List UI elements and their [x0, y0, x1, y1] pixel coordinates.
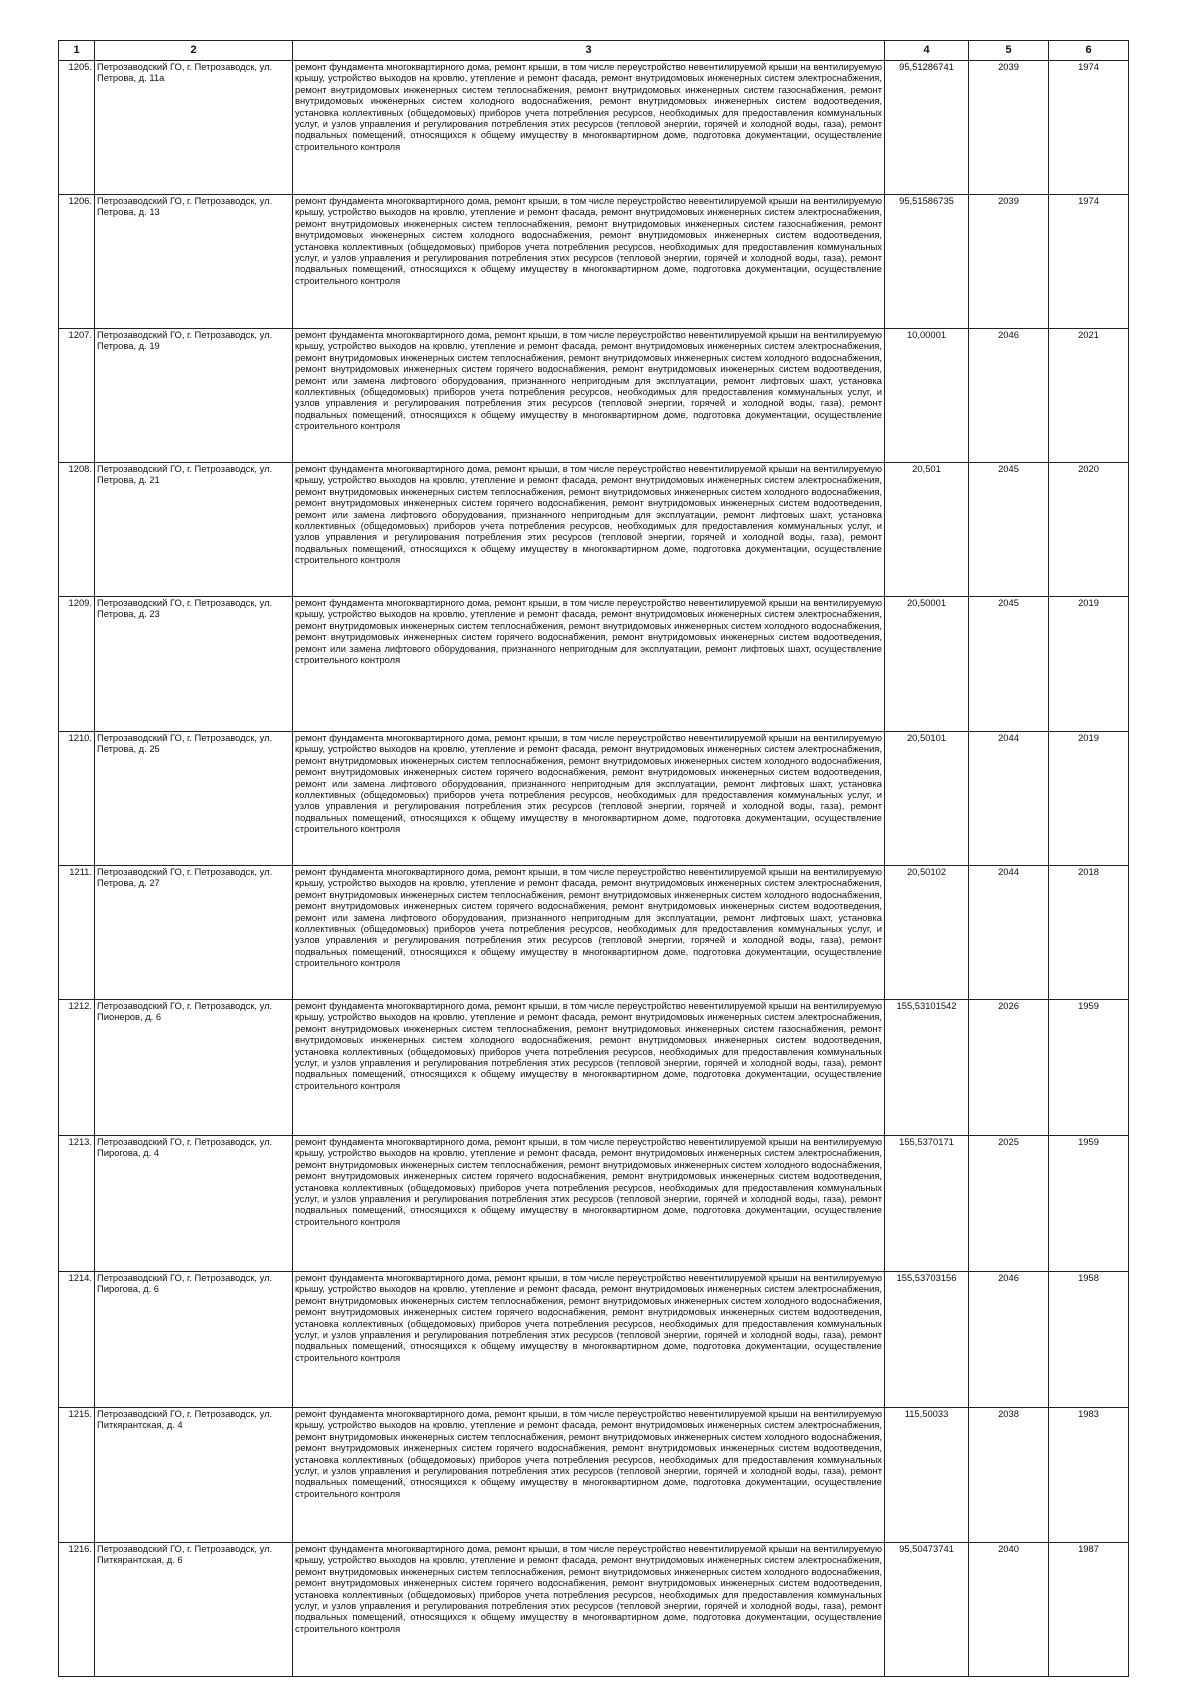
year-cell: 2045 — [969, 597, 1049, 732]
address-cell: Петрозаводский ГО, г. Петрозаводск, ул. Пирогова, д. 6 — [95, 1272, 293, 1408]
column-header-1: 1 — [59, 41, 95, 61]
year-cell: 2046 — [969, 1272, 1049, 1408]
table-row — [59, 1408, 1129, 1543]
column-number-header — [59, 41, 1129, 61]
table-row — [59, 597, 1129, 732]
value-cell: 155,5370171 — [885, 1136, 969, 1272]
year-cell: 2044 — [969, 866, 1049, 1000]
value-cell: 20,50101 — [885, 732, 969, 866]
address-cell: Петрозаводский ГО, г. Петрозаводск, ул. Пионеров, д. 6 — [95, 1000, 293, 1136]
year-cell: 2040 — [969, 1543, 1049, 1677]
column-header-5: 5 — [969, 41, 1049, 61]
works-cell: ремонт фундамента многоквартирного дома, ремонт крыши, в том числе переустройство невентилируемой крыши на вентилируемую крышу, устройство выходов на кровлю, утепление и ремонт фасада, ремонт внутридомовых инженерных систем электроснабжения, ремонт внутридомовых инженерных систем теплоснабжения, ремонт внутридомовых инженерных систем холодного водоснабжения, ремонт внутридомовых инженерных систем горячего водоснабжения, ремонт внутридомовых инженерных систем водоотведения, ремонт или замена лифтового оборудования, признанного непригодным для эксплуатации, ремонт лифтовых шахт, установка коллективных (общедомовых) приборов учета потребления ресурсов, необходимых для предоставления коммунальных услуг, и узлов управления и регулирования потребления этих ресурсов (тепловой энергии, горячей и холодной воды, газа), ремонт подвальных помещений, относящихся к общему имуществу в многоквартирном доме, подготовка документации, осуществление строительного контроля — [293, 732, 885, 866]
table-row — [59, 463, 1129, 597]
value-cell: 155,53703156 — [885, 1272, 969, 1408]
repair-program-table — [58, 40, 1129, 1677]
address-cell: Петрозаводский ГО, г. Петрозаводск, ул. Петрова, д. 13 — [95, 195, 293, 329]
year-cell: 2039 — [969, 61, 1049, 195]
row-number: 1214. — [59, 1272, 95, 1408]
row-number: 1216. — [59, 1543, 95, 1677]
address-cell: Петрозаводский ГО, г. Петрозаводск, ул. Петрова, д. 25 — [95, 732, 293, 866]
column-header-6: 6 — [1049, 41, 1129, 61]
value-cell: 95,51586735 — [885, 195, 969, 329]
year-cell: 1974 — [1049, 61, 1129, 195]
year-cell: 2038 — [969, 1408, 1049, 1543]
address-cell: Петрозаводский ГО, г. Петрозаводск, ул. Питкярантская, д. 6 — [95, 1543, 293, 1677]
value-cell: 95,51286741 — [885, 61, 969, 195]
table-row — [59, 866, 1129, 1000]
works-cell: ремонт фундамента многоквартирного дома, ремонт крыши, в том числе переустройство невентилируемой крыши на вентилируемую крышу, устройство выходов на кровлю, утепление и ремонт фасада, ремонт внутридомовых инженерных систем электроснабжения, ремонт внутридомовых инженерных систем теплоснабжения, ремонт внутридомовых инженерных систем холодного водоснабжения, ремонт внутридомовых инженерных систем горячего водоснабжения, ремонт внутридомовых инженерных систем водоотведения, ремонт или замена лифтового оборудования, признанного непригодным для эксплуатации, ремонт лифтовых шахт, осуществление строительного контроля — [293, 597, 885, 732]
row-number: 1211. — [59, 866, 95, 1000]
value-cell: 155,53101542 — [885, 1000, 969, 1136]
address-cell: Петрозаводский ГО, г. Петрозаводск, ул. Петрова, д. 19 — [95, 329, 293, 463]
value-cell: 20,50102 — [885, 866, 969, 1000]
address-cell: Петрозаводский ГО, г. Петрозаводск, ул. Пирогова, д. 4 — [95, 1136, 293, 1272]
year-cell: 1987 — [1049, 1543, 1129, 1677]
address-cell: Петрозаводский ГО, г. Петрозаводск, ул. Питкярантская, д. 4 — [95, 1408, 293, 1543]
works-cell: ремонт фундамента многоквартирного дома, ремонт крыши, в том числе переустройство невентилируемой крыши на вентилируемую крышу, устройство выходов на кровлю, утепление и ремонт фасада, ремонт внутридомовых инженерных систем электроснабжения, ремонт внутридомовых инженерных систем теплоснабжения, ремонт внутридомовых инженерных систем газоснабжения, ремонт внутридомовых инженерных систем холодного водоснабжения, ремонт внутридомовых инженерных систем водоотведения, установка коллективных (общедомовых) приборов учета потребления ресурсов, необходимых для предоставления коммунальных услуг, и узлов управления и регулирования потребления этих ресурсов (тепловой энергии, горячей и холодной воды, газа), ремонт подвальных помещений, относящихся к общему имуществу в многоквартирном доме, подготовка документации, осуществление строительного контроля — [293, 195, 885, 329]
year-cell: 2021 — [1049, 329, 1129, 463]
works-cell: ремонт фундамента многоквартирного дома, ремонт крыши, в том числе переустройство невентилируемой крыши на вентилируемую крышу, устройство выходов на кровлю, утепление и ремонт фасада, ремонт внутридомовых инженерных систем электроснабжения, ремонт внутридомовых инженерных систем теплоснабжения, ремонт внутридомовых инженерных систем холодного водоснабжения, ремонт внутридомовых инженерных систем горячего водоснабжения, ремонт внутридомовых инженерных систем водоотведения, ремонт или замена лифтового оборудования, признанного непригодным для эксплуатации, ремонт лифтовых шахт, установка коллективных (общедомовых) приборов учета потребления ресурсов, необходимых для предоставления коммунальных услуг, и узлов управления и регулирования потребления этих ресурсов (тепловой энергии, горячей и холодной воды, газа), ремонт подвальных помещений, относящихся к общему имуществу в многоквартирном доме, подготовка документации, осуществление строительного контроля — [293, 329, 885, 463]
row-number: 1212. — [59, 1000, 95, 1136]
column-header-4: 4 — [885, 41, 969, 61]
row-number: 1215. — [59, 1408, 95, 1543]
table-row — [59, 329, 1129, 463]
year-cell: 2039 — [969, 195, 1049, 329]
works-cell: ремонт фундамента многоквартирного дома, ремонт крыши, в том числе переустройство невентилируемой крыши на вентилируемую крышу, устройство выходов на кровлю, утепление и ремонт фасада, ремонт внутридомовых инженерных систем электроснабжения, ремонт внутридомовых инженерных систем теплоснабжения, ремонт внутридомовых инженерных систем холодного водоснабжения, ремонт внутридомовых инженерных систем горячего водоснабжения, ремонт внутридомовых инженерных систем водоотведения, установка коллективных (общедомовых) приборов учета потребления ресурсов, необходимых для предоставления коммунальных услуг, и узлов управления и регулирования потребления этих ресурсов (тепловой энергии, горячей и холодной воды, газа), ремонт подвальных помещений, относящихся к общему имуществу в многоквартирном доме, подготовка документации, осуществление строительного контроля — [293, 1272, 885, 1408]
row-number: 1210. — [59, 732, 95, 866]
row-number: 1213. — [59, 1136, 95, 1272]
row-number: 1208. — [59, 463, 95, 597]
works-cell: ремонт фундамента многоквартирного дома, ремонт крыши, в том числе переустройство невентилируемой крыши на вентилируемую крышу, устройство выходов на кровлю, утепление и ремонт фасада, ремонт внутридомовых инженерных систем электроснабжения, ремонт внутридомовых инженерных систем теплоснабжения, ремонт внутридомовых инженерных систем холодного водоснабжения, ремонт внутридомовых инженерных систем горячего водоснабжения, ремонт внутридомовых инженерных систем водоотведения, установка коллективных (общедомовых) приборов учета потребления ресурсов, необходимых для предоставления коммунальных услуг, и узлов управления и регулирования потребления этих ресурсов (тепловой энергии, горячей и холодной воды, газа), ремонт подвальных помещений, относящихся к общему имуществу в многоквартирном доме, подготовка документации, осуществление строительного контроля — [293, 1543, 885, 1677]
table-row — [59, 732, 1129, 866]
table-row — [59, 1543, 1129, 1677]
works-cell: ремонт фундамента многоквартирного дома, ремонт крыши, в том числе переустройство невентилируемой крыши на вентилируемую крышу, устройство выходов на кровлю, утепление и ремонт фасада, ремонт внутридомовых инженерных систем электроснабжения, ремонт внутридомовых инженерных систем теплоснабжения, ремонт внутридомовых инженерных систем холодного водоснабжения, ремонт внутридомовых инженерных систем горячего водоснабжения, ремонт внутридомовых инженерных систем водоотведения, ремонт или замена лифтового оборудования, признанного непригодным для эксплуатации, ремонт лифтовых шахт, установка коллективных (общедомовых) приборов учета потребления ресурсов, необходимых для предоставления коммунальных услуг, и узлов управления и регулирования потребления этих ресурсов (тепловой энергии, горячей и холодной воды, газа), ремонт подвальных помещений, относящихся к общему имуществу в многоквартирном доме, подготовка документации, осуществление строительного контроля — [293, 866, 885, 1000]
year-cell: 1959 — [1049, 1000, 1129, 1136]
table-row — [59, 61, 1129, 195]
year-cell: 2026 — [969, 1000, 1049, 1136]
works-cell: ремонт фундамента многоквартирного дома, ремонт крыши, в том числе переустройство невентилируемой крыши на вентилируемую крышу, устройство выходов на кровлю, утепление и ремонт фасада, ремонт внутридомовых инженерных систем электроснабжения, ремонт внутридомовых инженерных систем теплоснабжения, ремонт внутридомовых инженерных систем газоснабжения, ремонт внутридомовых инженерных систем холодного водоснабжения, ремонт внутридомовых инженерных систем водоотведения, установка коллективных (общедомовых) приборов учета потребления ресурсов, необходимых для предоставления коммунальных услуг, и узлов управления и регулирования потребления этих ресурсов (тепловой энергии, горячей и холодной воды, газа), ремонт подвальных помещений, относящихся к общему имуществу в многоквартирном доме, подготовка документации, осуществление строительного контроля — [293, 1000, 885, 1136]
works-cell: ремонт фундамента многоквартирного дома, ремонт крыши, в том числе переустройство невентилируемой крыши на вентилируемую крышу, устройство выходов на кровлю, утепление и ремонт фасада, ремонт внутридомовых инженерных систем электроснабжения, ремонт внутридомовых инженерных систем теплоснабжения, ремонт внутридомовых инженерных систем холодного водоснабжения, ремонт внутридомовых инженерных систем горячего водоснабжения, ремонт внутридомовых инженерных систем водоотведения, установка коллективных (общедомовых) приборов учета потребления ресурсов, необходимых для предоставления коммунальных услуг, и узлов управления и регулирования потребления этих ресурсов (тепловой энергии, горячей и холодной воды, газа), ремонт подвальных помещений, относящихся к общему имуществу в многоквартирном доме, подготовка документации, осуществление строительного контроля — [293, 1408, 885, 1543]
register-table-page — [58, 40, 1128, 1677]
address-cell: Петрозаводский ГО, г. Петрозаводск, ул. Петрова, д. 11а — [95, 61, 293, 195]
table-row — [59, 195, 1129, 329]
works-cell: ремонт фундамента многоквартирного дома, ремонт крыши, в том числе переустройство невентилируемой крыши на вентилируемую крышу, устройство выходов на кровлю, утепление и ремонт фасада, ремонт внутридомовых инженерных систем электроснабжения, ремонт внутридомовых инженерных систем теплоснабжения, ремонт внутридомовых инженерных систем газоснабжения, ремонт внутридомовых инженерных систем холодного водоснабжения, ремонт внутридомовых инженерных систем водоотведения, установка коллективных (общедомовых) приборов учета потребления ресурсов, необходимых для предоставления коммунальных услуг, и узлов управления и регулирования потребления этих ресурсов (тепловой энергии, горячей и холодной воды, газа), ремонт подвальных помещений, относящихся к общему имуществу в многоквартирном доме, подготовка документации, осуществление строительного контроля — [293, 61, 885, 195]
year-cell: 1959 — [1049, 1136, 1129, 1272]
row-number: 1207. — [59, 329, 95, 463]
year-cell: 2045 — [969, 463, 1049, 597]
column-header-3: 3 — [293, 41, 885, 61]
column-header-2: 2 — [95, 41, 293, 61]
table-row — [59, 1000, 1129, 1136]
year-cell: 2019 — [1049, 597, 1129, 732]
address-cell: Петрозаводский ГО, г. Петрозаводск, ул. Петрова, д. 23 — [95, 597, 293, 732]
value-cell: 20,501 — [885, 463, 969, 597]
year-cell: 2046 — [969, 329, 1049, 463]
year-cell: 1983 — [1049, 1408, 1129, 1543]
year-cell: 2025 — [969, 1136, 1049, 1272]
year-cell: 1974 — [1049, 195, 1129, 329]
year-cell: 1958 — [1049, 1272, 1129, 1408]
year-cell: 2019 — [1049, 732, 1129, 866]
value-cell: 95,50473741 — [885, 1543, 969, 1677]
table-row — [59, 1272, 1129, 1408]
year-cell: 2020 — [1049, 463, 1129, 597]
year-cell: 2018 — [1049, 866, 1129, 1000]
value-cell: 115,50033 — [885, 1408, 969, 1543]
table-row — [59, 1136, 1129, 1272]
address-cell: Петрозаводский ГО, г. Петрозаводск, ул. Петрова, д. 21 — [95, 463, 293, 597]
value-cell: 20,50001 — [885, 597, 969, 732]
address-cell: Петрозаводский ГО, г. Петрозаводск, ул. Петрова, д. 27 — [95, 866, 293, 1000]
row-number: 1206. — [59, 195, 95, 329]
year-cell: 2044 — [969, 732, 1049, 866]
row-number: 1205. — [59, 61, 95, 195]
works-cell: ремонт фундамента многоквартирного дома, ремонт крыши, в том числе переустройство невентилируемой крыши на вентилируемую крышу, устройство выходов на кровлю, утепление и ремонт фасада, ремонт внутридомовых инженерных систем электроснабжения, ремонт внутридомовых инженерных систем теплоснабжения, ремонт внутридомовых инженерных систем холодного водоснабжения, ремонт внутридомовых инженерных систем горячего водоснабжения, ремонт внутридомовых инженерных систем водоотведения, ремонт или замена лифтового оборудования, признанного непригодным для эксплуатации, ремонт лифтовых шахт, установка коллективных (общедомовых) приборов учета потребления ресурсов, необходимых для предоставления коммунальных услуг, и узлов управления и регулирования потребления этих ресурсов (тепловой энергии, горячей и холодной воды, газа), ремонт подвальных помещений, относящихся к общему имуществу в многоквартирном доме, подготовка документации, осуществление строительного контроля — [293, 463, 885, 597]
works-cell: ремонт фундамента многоквартирного дома, ремонт крыши, в том числе переустройство невентилируемой крыши на вентилируемую крышу, устройство выходов на кровлю, утепление и ремонт фасада, ремонт внутридомовых инженерных систем электроснабжения, ремонт внутридомовых инженерных систем теплоснабжения, ремонт внутридомовых инженерных систем холодного водоснабжения, ремонт внутридомовых инженерных систем горячего водоснабжения, ремонт внутридомовых инженерных систем водоотведения, установка коллективных (общедомовых) приборов учета потребления ресурсов, необходимых для предоставления коммунальных услуг, и узлов управления и регулирования потребления этих ресурсов (тепловой энергии, горячей и холодной воды, газа), ремонт подвальных помещений, относящихся к общему имуществу в многоквартирном доме, подготовка документации, осуществление строительного контроля — [293, 1136, 885, 1272]
value-cell: 10,00001 — [885, 329, 969, 463]
row-number: 1209. — [59, 597, 95, 732]
